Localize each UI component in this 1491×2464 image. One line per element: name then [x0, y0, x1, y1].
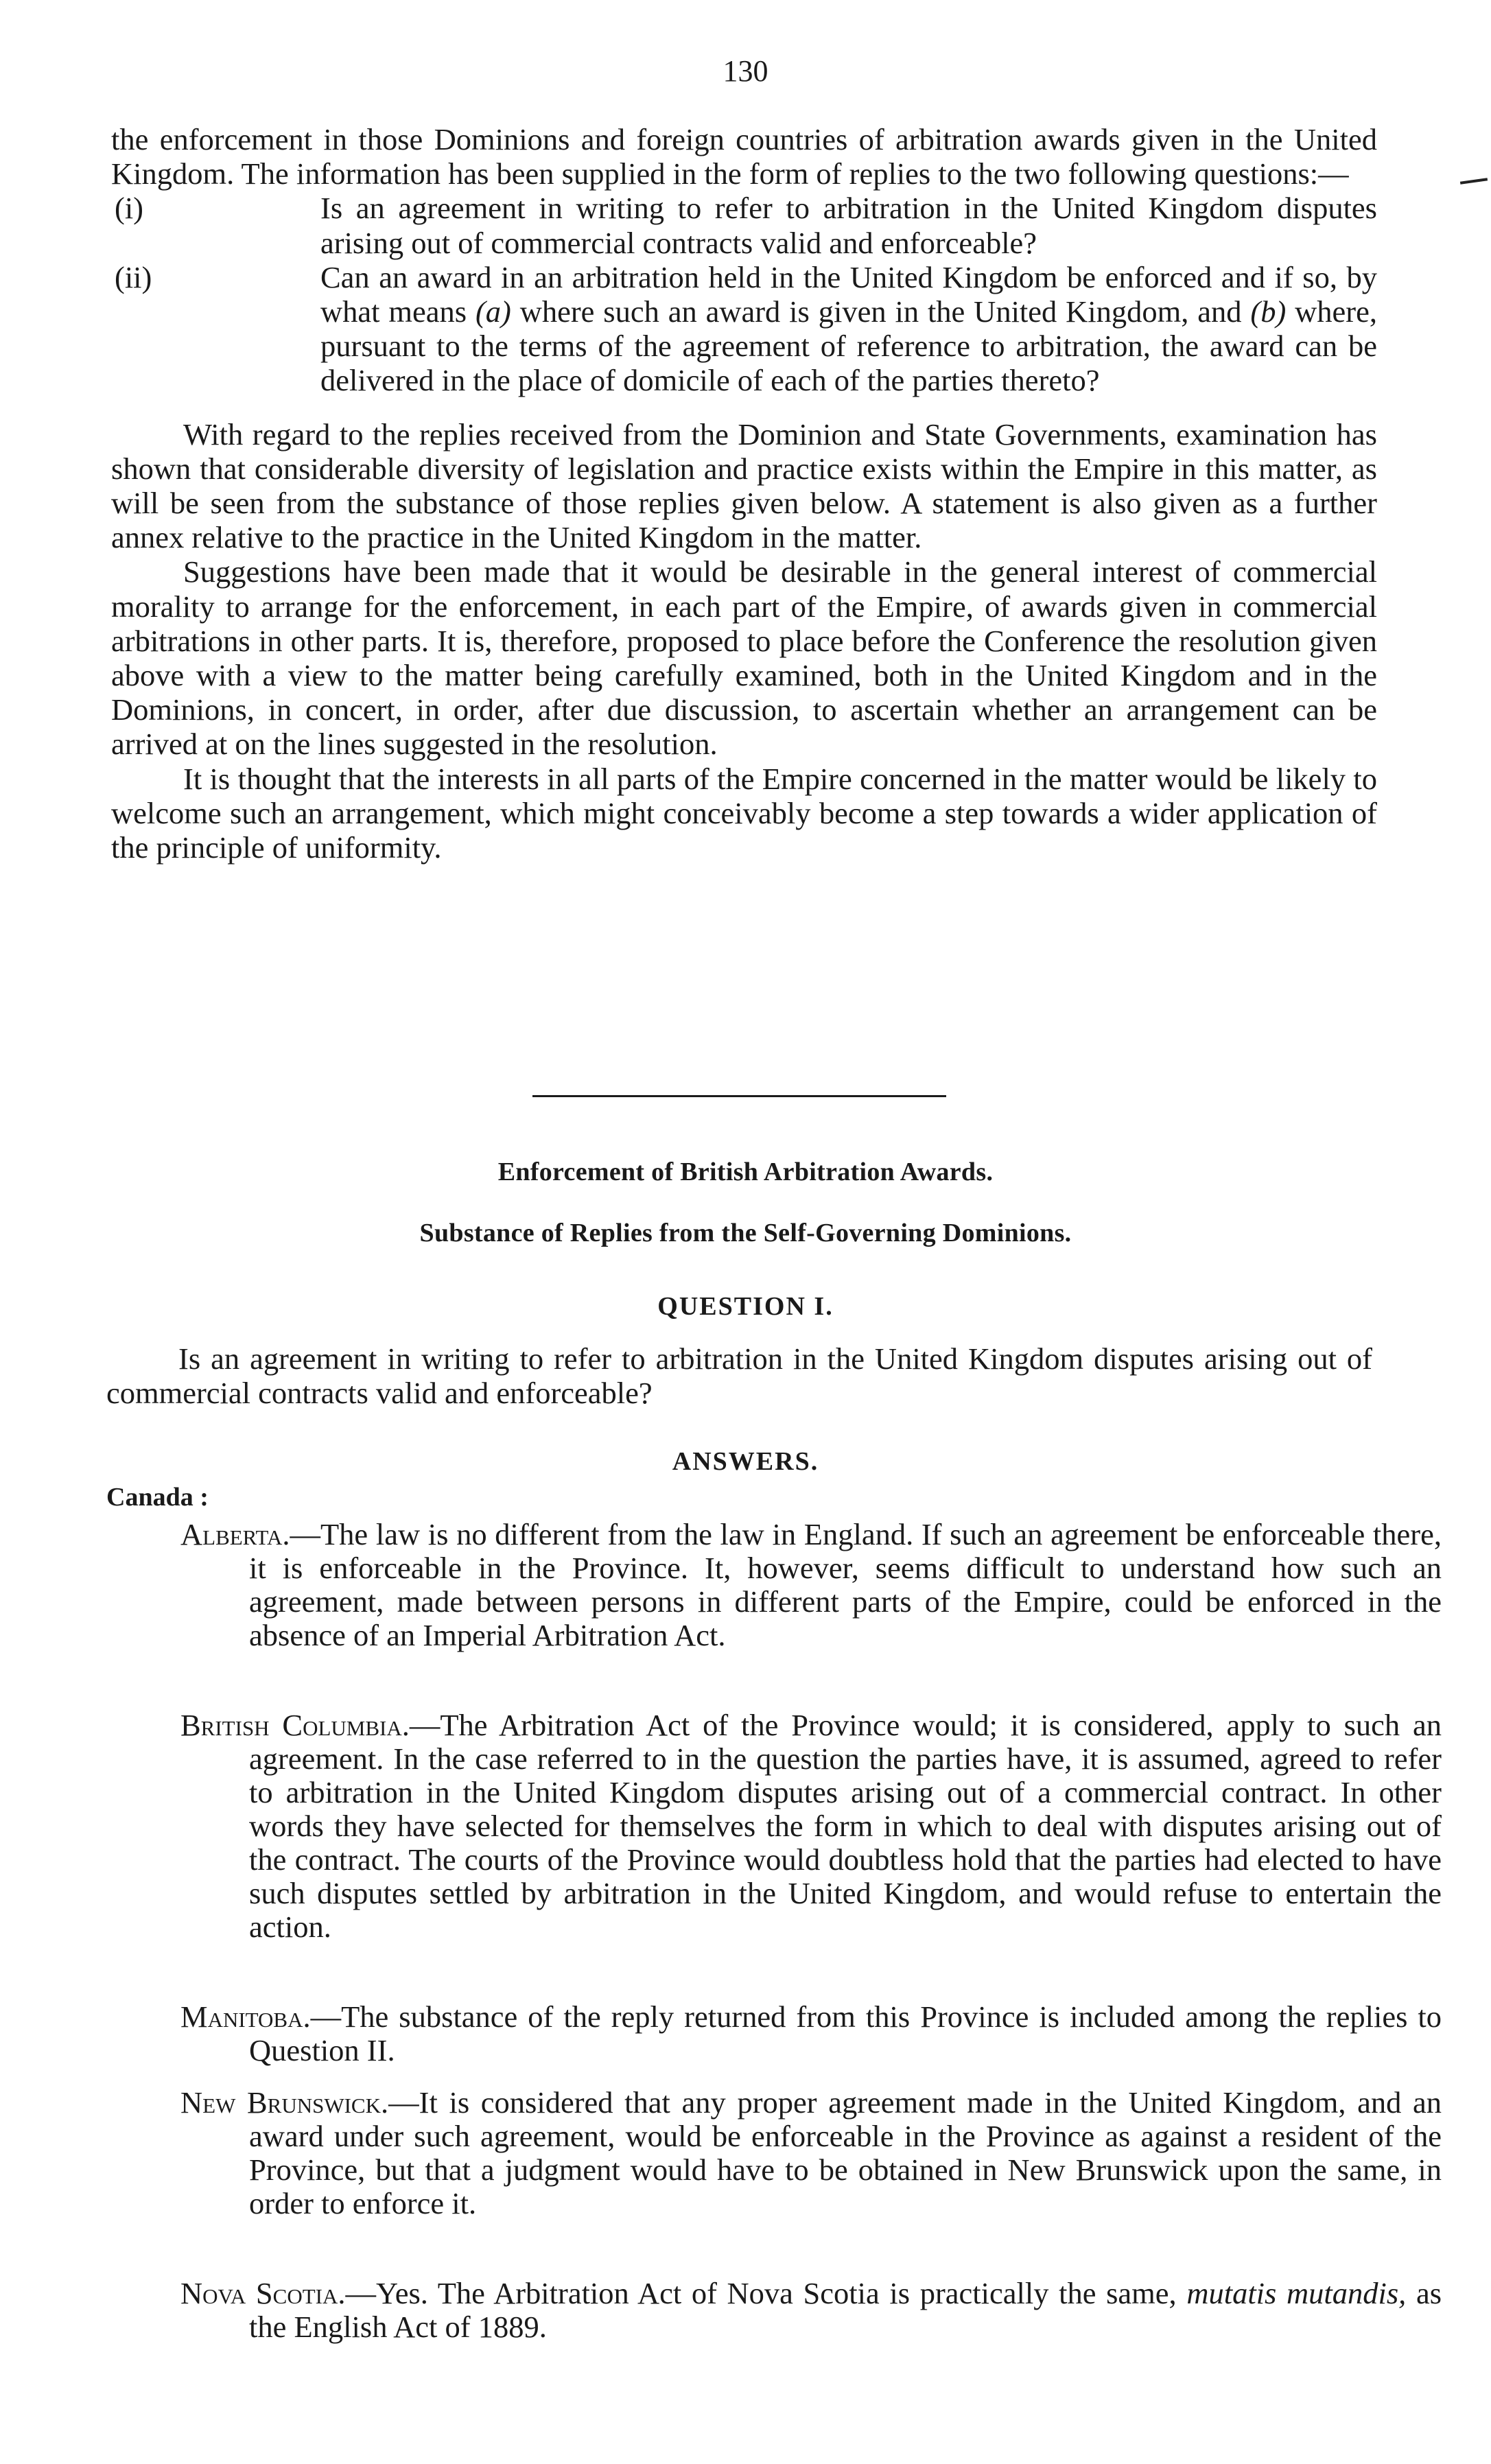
- margin-mark: [1460, 178, 1488, 185]
- answer-text: —The Arbitration Act of the Province would; it is considered, apply to such an agreement. In the case referred to in the question the parties have, it is assumed, agreed to refer to arbitration in the United Kingdom disputes arising out of a commercial contract. In other words they have selected for themselves the form in which to deal with disputes arising out of the contract. The courts of the Province would doubtless hold that the parties had elected to have such disputes settled by arbitration in the United Kingdom, and would refuse to entertain the action.: [249, 1708, 1442, 1944]
- section-subtitle: Substance of Replies from the Self-Governing Dominions.: [419, 1219, 1072, 1247]
- province-name: Alberta.: [180, 1517, 290, 1551]
- question-heading: QUESTION I.: [657, 1292, 834, 1321]
- province-name: New Brunswick.: [180, 2085, 389, 2120]
- answer-text-part-2: as the English Act of 1889.: [249, 2276, 1442, 2344]
- answer-nova-scotia: [180, 2277, 1442, 2344]
- answer-manitoba: [180, 2000, 1442, 2067]
- section-title: Enforcement of British Arbitration Awards.: [497, 1158, 994, 1186]
- intro-section: [111, 122, 1377, 865]
- body-paragraph: With regard to the replies received from the Dominion and State Governments, examination has shown that considerable diversity of legislation and practice exists within the Empire in this matter, as will be seen from the substance of those replies given below. A statement is also given as a further annex relative to the practice in the United Kingdom in the matter.: [111, 416, 1377, 555]
- question-item-ii: (ii) Can an award in an arbitration held in the United Kingdom be enforced and if so, by what means (a) where such an award is given in the United Kingdom, and (b) where, pursuant to the terms of the agreement of reference to arbitration, the award can be delivered in the place of domicile of each of the parties thereto?: [115, 259, 1378, 398]
- opening-paragraph: the enforcement in those Dominions and foreign countries of arbitration awards given in the United Kingdom. The information has been supplied in the form of replies to the two following questions:—: [111, 122, 1377, 191]
- province-name: Manitoba.: [180, 1999, 311, 2034]
- page-number: 130: [723, 54, 768, 88]
- province-name: Nova Scotia.: [180, 2276, 346, 2310]
- section-divider: [532, 1095, 946, 1097]
- question-text-part-1: Can an award in an arbitration held in the United Kingdom be enforced and if so, by what means: [320, 259, 1377, 329]
- question-one-paragraph: Is an agreement in writing to refer to arbitration in the United Kingdom disputes arising out of commercial contracts valid and enforceable?: [106, 1341, 1372, 1411]
- answer-text: —It is considered that any proper agreement made in the United Kingdom, and an award under such agreement, would be enforceable in the Province as against a resident of the Province, but that a judgment would have to be obtained in New Brunswick upon the same, in order to enforce it.: [249, 2085, 1442, 2220]
- body-paragraph: Suggestions have been made that it would be desirable in the general interest of commercial morality to arrange for the enforcement, in each part of the Empire, of awards given in commercial arbitrations in other parts. It is, therefore, proposed to place before the Conference the resolution given above with a view to the matter being carefully examined, both in the United Kingdom and in the Dominions, in concert, in order, after due discussion, to ascertain whether an arrangement can be arrived at on the lines suggested in the resolution.: [111, 554, 1377, 762]
- answer-text-part-1: —Yes. The Arbitration Act of Nova Scotia is practically the same,: [345, 2276, 1177, 2310]
- province-name: British Columbia.: [180, 1708, 410, 1742]
- answer-british-columbia: [180, 1709, 1442, 1944]
- question-text-part-3: where, pursuant to the terms of the agreement of reference to arbitration, the award can be delivered in the place of domicile of each of the parties thereto?: [320, 294, 1378, 398]
- question-item-i: (i) Is an agreement in writing to refer to arbitration in the United Kingdom disputes arising out of commercial contracts valid and enforceable?: [115, 191, 1377, 260]
- body-paragraph: It is thought that the interests in all parts of the Empire concerned in the matter would be likely to welcome such an arrangement, which might conceivably become a step towards a wider application of the principle of uniformity.: [111, 761, 1377, 865]
- answer-text: —The law is no different from the law in England. If such an agreement be enforceable there, it is enforceable in the Province. It, however, seems difficult to understand how such an agreement, made between persons in different parts of the Empire, could be enforced in the absence of an Imperial Arbitration Act.: [249, 1517, 1442, 1652]
- answer-alberta: [180, 1518, 1442, 1652]
- answer-new-brunswick: [180, 2086, 1442, 2220]
- country-label: Canada :: [106, 1483, 209, 1512]
- question-text: Is an agreement in writing to refer to arbitration in the United Kingdom disputes arising out of commercial contracts valid and enforceable?: [320, 191, 1377, 260]
- question-one-text: [106, 1341, 1372, 1410]
- answer-text: —The substance of the reply returned from this Province is included among the replies to Question II.: [249, 1999, 1442, 2067]
- item-letter-b: (b): [1250, 294, 1287, 329]
- answer-italic-phrase: mutatis mutandis,: [1186, 2276, 1407, 2310]
- question-text-part-2: where such an award is given in the United Kingdom, and: [519, 294, 1242, 329]
- answers-heading: ANSWERS.: [672, 1447, 819, 1476]
- item-letter-a: (a): [475, 294, 511, 329]
